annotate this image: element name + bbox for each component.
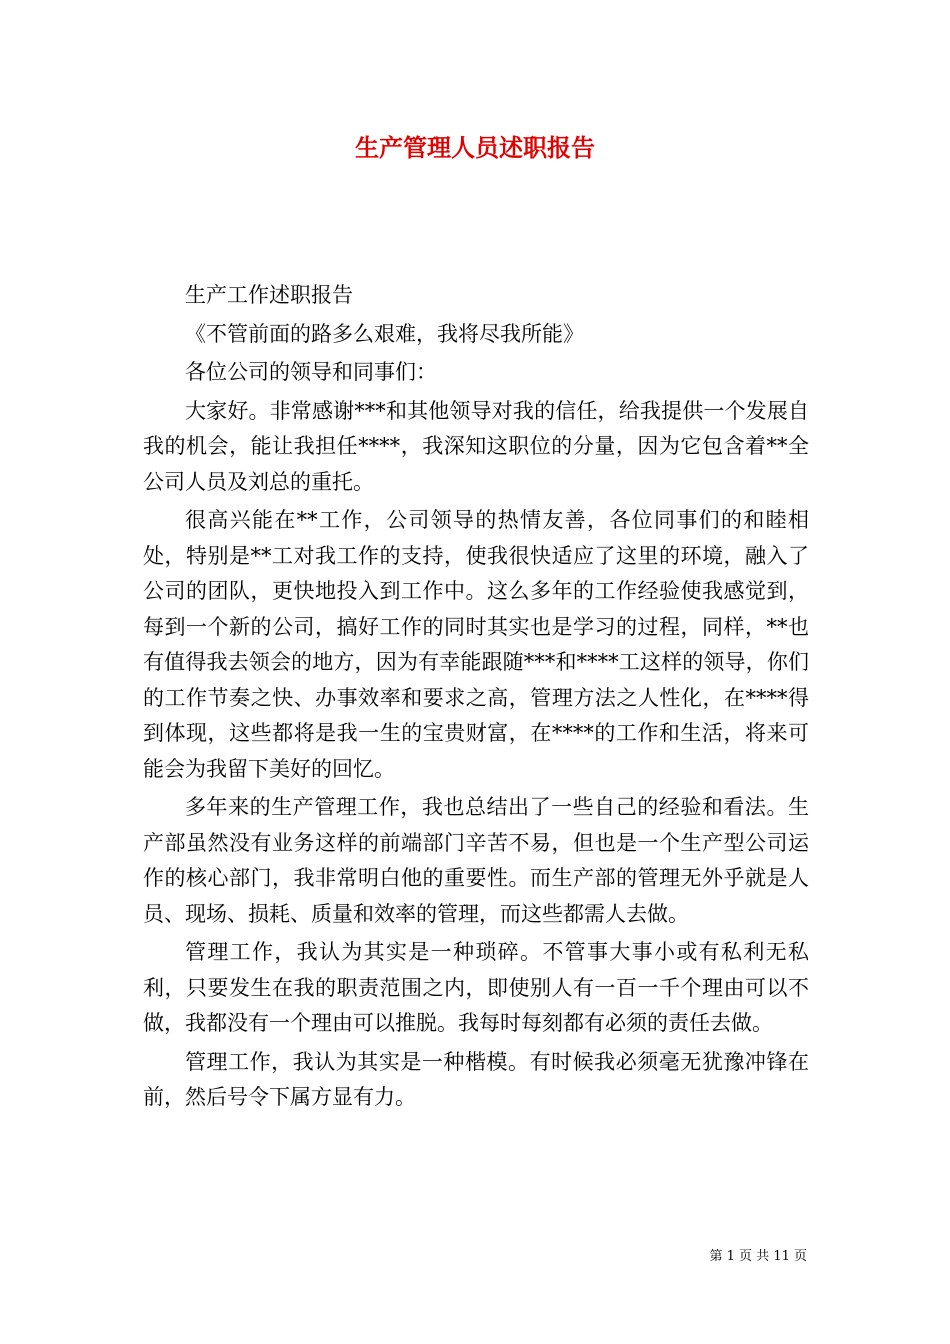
document-title: 生产管理人员述职报告: [355, 133, 595, 162]
paragraph-body: 管理工作，我认为其实是一种琐碎。不管事大事小或有私利无私利，只要发生在我的职责范围之内，即使别人有一百一千个理由可以不做，我都没有一个理由可以推脱。我每时每刻都有必须的责任去做。: [143, 940, 809, 1035]
page-footer: 第 1 页 共 11 页: [709, 1249, 807, 1264]
paragraph-subtitle: 生产工作述职报告: [185, 283, 353, 307]
paragraph-body: 很高兴能在**工作，公司领导的热情友善，各位同事们的和睦相处，特别是**工对我工作的支持，使我很快适应了这里的环境，融入了公司的团队，更快地投入到工作中。这么多年的工作经验使我感觉到，每到一个新的公司，搞好工作的同时其实也是学习的过程，同样，**也有值得我去领会的地方，因为有幸能跟随***和****工这样的领导，你们的工作节奏之快、办事效率和要求之高，管理方法之人性化，在****得到体现，这些都将是我一生的宝贵财富，在****的工作和生活，将来可能会为我留下美好的回忆。: [143, 508, 809, 781]
document-body: [143, 278, 809, 1119]
paragraph-body: 大家好。非常感谢***和其他领导对我的信任，给我提供一个发展自我的机会，能让我担任****，我深知这职位的分量，因为它包含着**全公司人员及刘总的重托。: [143, 398, 809, 494]
paragraph-salutation: 各位公司的领导和同事们：: [185, 360, 437, 384]
paragraph-body: 管理工作，我认为其实是一种楷模。有时候我必须毫无犹豫冲锋在前，然后号令下属方显有力。: [143, 1049, 809, 1109]
paragraph-body: 多年来的生产管理工作，我也总结出了一些自己的经验和看法。生产部虽然没有业务这样的前端部门辛苦不易，但也是一个生产型公司运作的核心部门，我非常明白他的重要性。而生产部的管理无外乎就是人员、现场、损耗、质量和效率的管理，而这些都需人去做。: [143, 795, 809, 926]
paragraph-motto: 《不管前面的路多么艰难，我将尽我所能》: [185, 321, 584, 346]
